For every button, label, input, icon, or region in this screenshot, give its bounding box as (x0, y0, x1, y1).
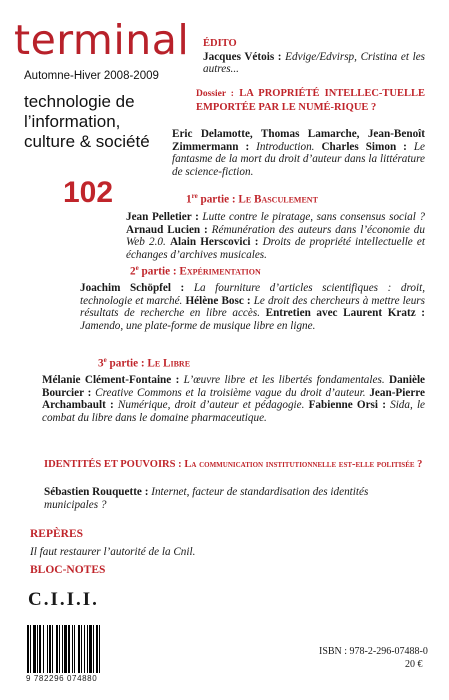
part-3-entries: Mélanie Clément-Fontaine : L’œuvre libre et les libertés fondamentales. Danièle Bourcier : Creative Commons et la troisième vague du droit d’auteur. Jean-Pierre Archambault : Numérique, droit d’auteur et pédagogie. Fabienne Orsi : Sida, le combat du libre dans le domaine pharmaceutique. (42, 374, 426, 424)
barcode-bar (72, 625, 73, 673)
edito-heading: ÉDITO (203, 38, 237, 49)
barcode-bar (93, 625, 94, 673)
barcode-bar (74, 625, 75, 673)
barcode-bar (27, 625, 29, 673)
barcode (26, 625, 130, 673)
issue-season: Automne-Hiver 2008-2009 (24, 70, 159, 82)
part-2-entries: Joachim Schöpfel : La fourniture d’articles scientifiques : droit, technologie et marché. Hélène Bosc : Le droit des chercheurs à mettre leurs résultats de recherche en libre accès. Entretien avec Laurent Kratz : Jamendo, une plate-forme de musique libre en ligne. (80, 282, 426, 332)
part-1-heading: 1re partie : Le Basculement (186, 192, 318, 206)
barcode-bar (59, 625, 60, 673)
barcode-bar (96, 625, 98, 673)
isbn: ISBN : 978-2-296-07488-0 (319, 646, 428, 657)
price: 20 € (405, 659, 423, 670)
barcode-digits: 9 782296 074880 (26, 674, 98, 683)
publisher-logo: C.I.I.I. (28, 589, 99, 610)
edito-section (203, 38, 425, 76)
part-1-entries: Jean Pelletier : Lutte contre le piratage, sans consensus social ? Arnaud Lucien : Rémunération des auteurs dans l’économie du Web 2.0. Alain Herscovici : Droits de propriété intellectuelle et échanges d’archives musicales. (126, 211, 425, 261)
dossier-heading: Dossier : LA PROPRIÉTÉ INTELLEC-TUELLE EMPORTÉE PAR LE NUMÉ-RIQUE ? (196, 88, 425, 113)
journal-logo: terminal (14, 16, 190, 64)
barcode-bar (37, 625, 38, 673)
identites-heading: IDENTITÉS ET POUVOIRS : La communication institutionnelle est-elle politisée ? (44, 459, 423, 470)
reperes-heading: REPÈRES (30, 528, 84, 540)
barcode-bar (56, 625, 58, 673)
barcode-bar (49, 625, 51, 673)
blocnotes-heading: BLOC-NOTES (30, 564, 106, 576)
part-2-heading: 2e partie : Expérimentation (130, 264, 261, 278)
barcode-bar (99, 625, 100, 673)
barcode-bar (62, 625, 63, 673)
subtitle-line-3: culture & société (24, 132, 150, 151)
barcode-bar (52, 625, 53, 673)
barcode-bar (47, 625, 48, 673)
edito-entry: Jacques Vétois : Edvige/Edvirsp, Cristina et les autres... (203, 50, 426, 76)
identites-entry: Sébastien Rouquette : Internet, facteur de standardisation des identités municipales ? (44, 486, 369, 511)
issue-number: 102 (63, 176, 114, 209)
barcode-bar (78, 625, 80, 673)
barcode-bar (81, 625, 82, 673)
barcode-bar (89, 625, 92, 673)
barcode-bar (30, 625, 31, 673)
reperes-item: Il faut restaurer l’autorité de la Cnil. (30, 546, 196, 558)
dossier-intro: Eric Delamotte, Thomas Lamarche, Jean-Benoît Zimmermann : Introduction. Charles Simon : Le fantasme de la mort du droit d’auteur dans la littérature de science-fiction. (172, 128, 426, 178)
journal-subtitle (24, 92, 194, 152)
barcode-bar (39, 625, 41, 673)
barcode-bar (43, 625, 44, 673)
barcode-bar (84, 625, 85, 673)
subtitle-line-2: l’information, (24, 112, 121, 131)
part-3-heading: 3e partie : Le Libre (98, 356, 191, 370)
barcode-bar (68, 625, 70, 673)
barcode-bar (87, 625, 88, 673)
subtitle-line-1: technologie de (24, 92, 135, 111)
barcode-bar (33, 625, 36, 673)
barcode-bar (64, 625, 67, 673)
